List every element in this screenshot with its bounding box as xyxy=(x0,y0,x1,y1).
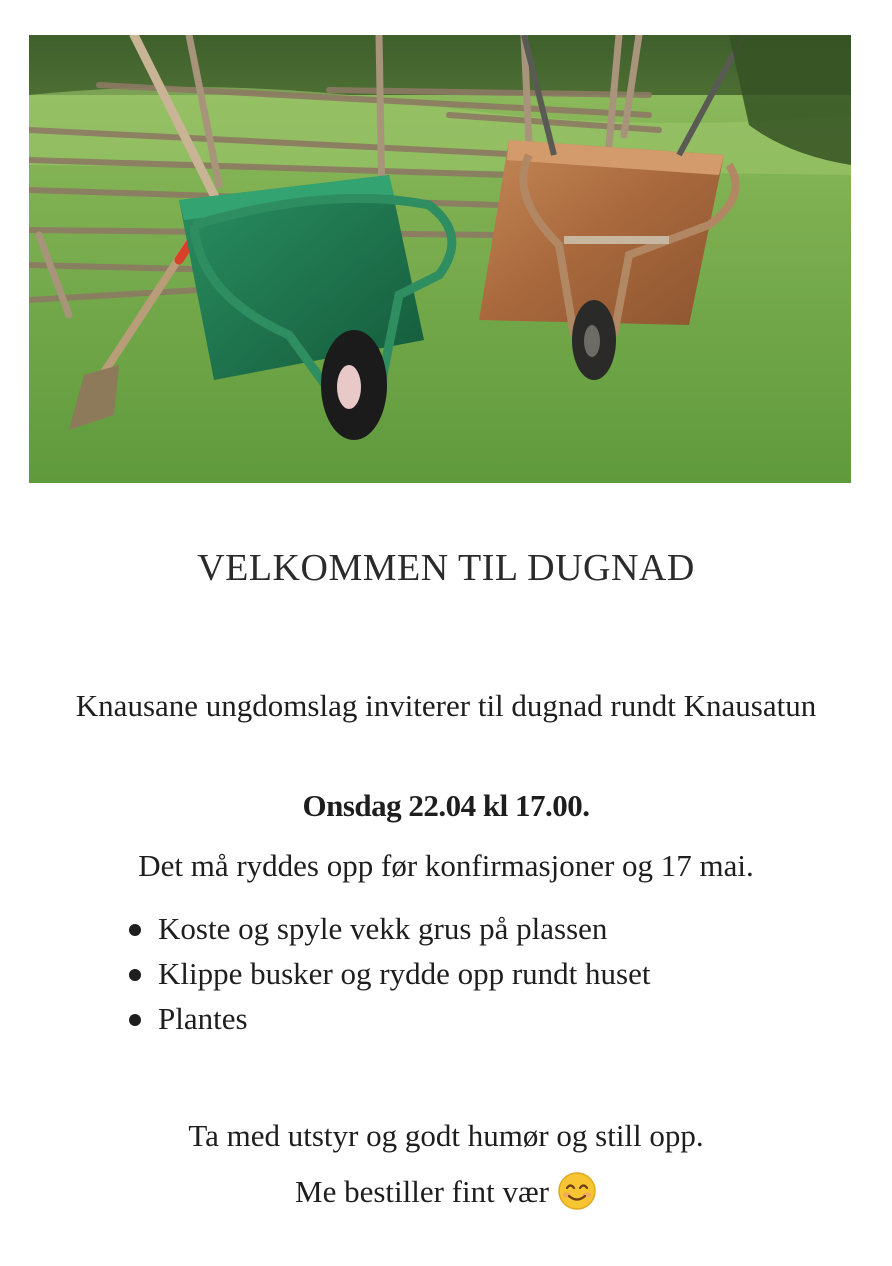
bullet-icon xyxy=(129,969,141,981)
signoff-line xyxy=(0,1174,892,1215)
closing-text: Ta med utstyr og godt humør og still opp. xyxy=(188,1118,704,1153)
reason-note: Det må ryddes opp før konfirmasjoner og 17 mai. xyxy=(138,848,754,883)
poster-title: VELKOMMEN TIL DUGNAD xyxy=(197,547,695,589)
task-item xyxy=(128,951,650,996)
task-item xyxy=(128,906,650,951)
task-label: Koste og spyle vekk grus på plassen xyxy=(158,911,608,946)
bullet-icon xyxy=(129,1014,141,1026)
task-label: Plantes xyxy=(158,1001,248,1036)
task-item xyxy=(128,996,650,1041)
intro-text: Knausane ungdomslag inviterer til dugnad rundt Knausatun xyxy=(75,688,817,723)
smiling-face-icon xyxy=(557,1171,597,1211)
task-label: Klippe busker og rydde opp rundt huset xyxy=(158,956,651,991)
signoff-text: Me bestiller fint vær xyxy=(295,1174,549,1209)
wheelbarrows-photo xyxy=(29,35,851,483)
event-datetime: Onsdag 22.04 kl 17.00. xyxy=(302,788,590,823)
bullet-icon xyxy=(129,924,141,936)
task-list xyxy=(128,906,650,1041)
header-photo xyxy=(29,35,851,483)
